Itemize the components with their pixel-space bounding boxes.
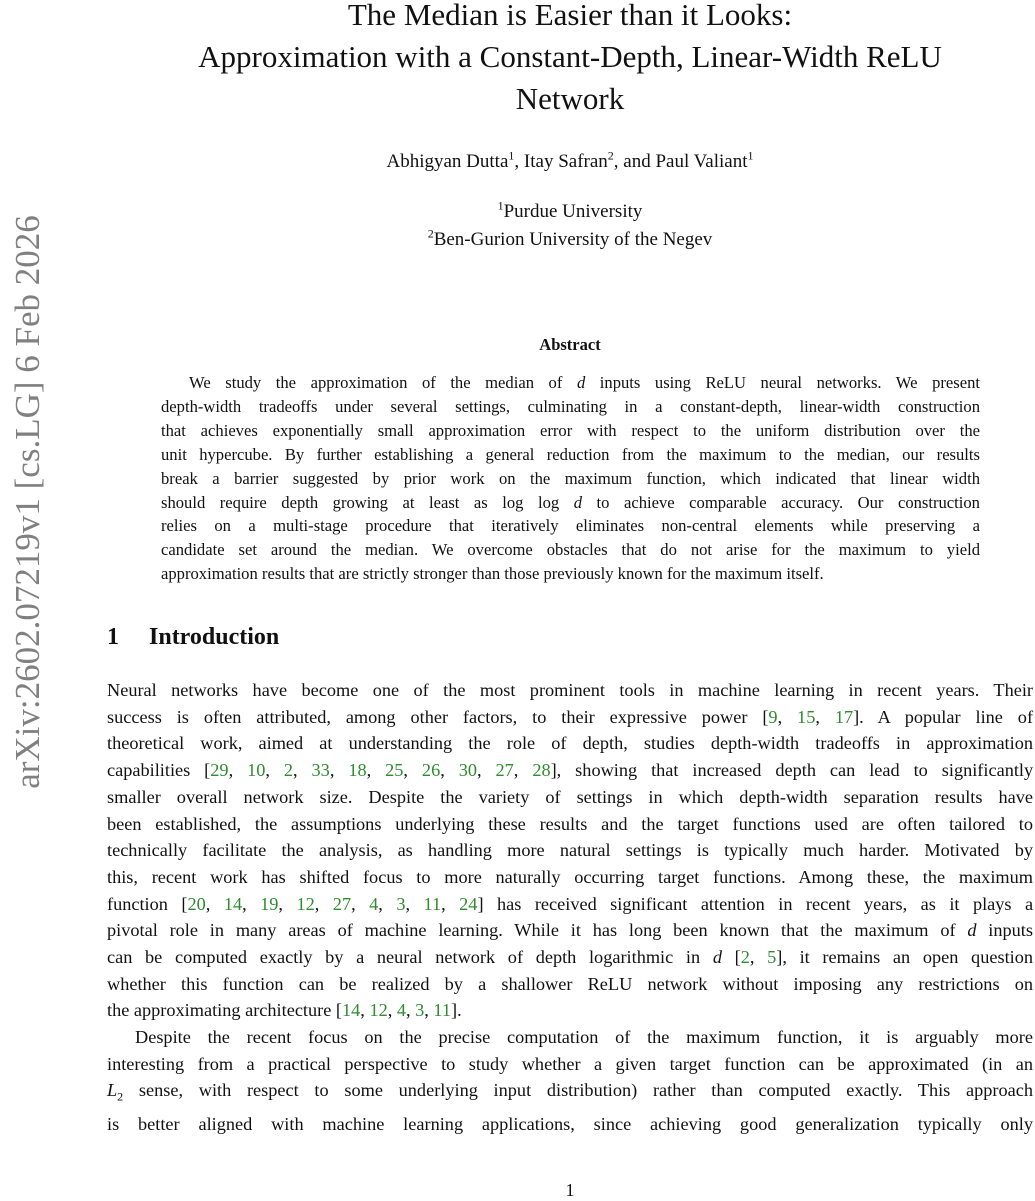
citation-link[interactable]: 10 [247,760,266,781]
citation-link[interactable]: 19 [260,893,279,914]
citation-link[interactable]: 5 [767,947,777,968]
citation-link[interactable]: 14 [342,1000,361,1021]
section-heading [107,624,279,651]
citation-link[interactable]: 26 [421,760,441,781]
section-title: Introduction [149,624,280,650]
text-line: capabilities [29, 10, 2, 33, 18, 25, 26, 30, 27, 28], showing that increased depth can lead to significantly [107,760,1034,781]
text-line: this, recent work has shifted focus to more naturally occurring target functions. Among these, the maximum [107,866,1033,887]
title-line: The Median is Easier than it Looks: [347,0,793,32]
text-line: the approximating architecture [14, 12, 4, 3, 11]. [107,1000,462,1021]
citation-link[interactable]: 25 [385,760,404,781]
text-line: Neural networks have become one of the most prominent tools in machine learning in recent years. Their [107,680,1033,700]
citation-link[interactable]: 2 [740,947,750,968]
citation-link[interactable]: 12 [369,1000,388,1021]
page-number: 1 [565,1180,575,1200]
paragraph [107,677,1033,1024]
author: Itay Safran$^2$, and [523,148,656,172]
citation-link[interactable]: 14 [223,893,243,914]
text-line: candidate set around the median. We overcome obstacles that do not arise for the maximum to yield [161,540,980,560]
citation-link[interactable]: 3 [396,893,406,914]
citation-link[interactable]: 3 [415,1000,425,1021]
text-line: Despite the recent focus on the precise computation of the maximum function, it is arguably more [135,1027,1033,1047]
citation-link[interactable]: 9 [768,706,778,727]
section-number: 1 [107,624,119,650]
arxiv-sidebar-stamp: arXiv:2602.07219v1 [cs.LG] 6 Feb 2026 [8,215,47,789]
citation-link[interactable]: 30 [458,760,477,781]
affiliation: $^2$Ben-Gurion University of the Negev [427,226,713,250]
citation-link[interactable]: 17 [834,706,854,727]
citation-link[interactable]: 11 [423,893,442,914]
text-line: unit hypercube. By further establishing a general reduction from the maximum to the median, our results [161,444,980,464]
citation-link[interactable]: 24 [459,893,478,914]
citation-link[interactable]: 27 [332,893,352,914]
citation-link[interactable]: 4 [369,893,379,914]
text-line: success is often attributed, among other factors, to their expressive power [9, 15, 17]. A popular line of [107,706,1034,727]
text-line: break a barrier suggested by prior work on the maximum function, which indicated that linear width [161,468,980,488]
author-list [107,150,1033,174]
text-line: $L_2$ sense, with respect to some underlying input distribution) rather than computed exactly. This approach [107,1080,1033,1105]
text-line: depth-width tradeoffs under several settings, culminating in a constant-depth, linear-width construction [161,396,980,416]
citation-link[interactable]: 4 [396,1000,406,1021]
text-line: should require depth growing at least as log log d to achieve comparable accuracy. Our construction [161,492,980,512]
title-line: Approximation with a Constant-Depth, Linear-Width ReLU [198,39,942,74]
text-line: We study the approximation of the median of d inputs using ReLU neural networks. We present [189,373,980,392]
author: Abhigyan Dutta$^1$, [386,148,524,172]
abstract-body [161,371,980,586]
citation-link[interactable]: 20 [187,893,206,914]
text-line: been established, the assumptions underlying these results and the target functions used are often tailored to [107,813,1033,834]
citation-link[interactable]: 18 [348,760,367,781]
text-line: smaller overall network size. Despite the variety of settings in which depth-width separation results have [107,786,1033,807]
paper-title [107,0,1033,120]
abstract-heading: Abstract [539,335,601,354]
text-line: function [20, 14, 19, 12, 27, 4, 3, 11, 24] has received significant attention in recent years, as it plays a [107,893,1034,914]
citation-link[interactable]: 11 [433,1000,452,1021]
text-line: relies on a multi-stage procedure that iteratively eliminates non-central elements while preserving a [161,516,980,536]
text-line: approximation results that are strictly stronger than those previously known for the maximum itself. [161,564,824,584]
affiliation: $^1$Purdue University [497,198,643,222]
title-line: Network [515,81,625,116]
text-line: that achieves exponentially small approximation error with respect to the uniform distribution over the [161,420,980,440]
text-line: whether this function can be realized by a shallower ReLU network without imposing any restrictions on [107,973,1033,994]
citation-link[interactable]: 15 [797,706,816,727]
citation-link[interactable]: 28 [532,760,551,781]
text-line: pivotal role in many areas of machine learning. While it has long been known that the maximum of d inputs [107,920,1033,941]
citation-link[interactable]: 29 [210,760,229,781]
text-line: technically facilitate the analysis, as handling more natural settings is typically much harder. Motivated by [107,840,1033,861]
citation-link[interactable]: 12 [296,893,315,914]
citation-link[interactable]: 27 [495,760,514,781]
citation-link[interactable]: 33 [311,760,330,781]
text-line: can be computed exactly by a neural network of depth logarithmic in d [2, 5], it remains an open question [107,947,1034,968]
citation-link[interactable]: 2 [283,760,294,781]
paragraph [107,1024,1033,1137]
affiliations [107,198,1033,254]
author: Paul Valiant$^1$ [655,148,754,172]
text-line: is better aligned with machine learning applications, since achieving good generalization typically only [107,1113,1033,1134]
text-line: interesting from a practical perspective to study whether a given target function can be approximated (in an [107,1053,1033,1074]
text-line: theoretical work, aimed at understanding the role of depth, studies depth-width tradeoffs in approximation [107,733,1033,754]
